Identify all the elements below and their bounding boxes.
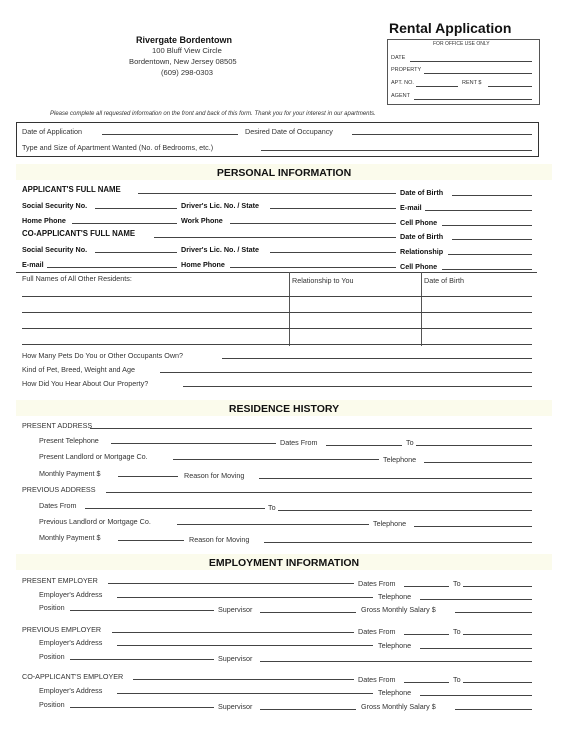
coapplicant-employer-telephone-label: Telephone	[378, 688, 412, 697]
present-employer-label: PRESENT EMPLOYER	[22, 576, 98, 585]
office-date-line[interactable]	[410, 61, 532, 62]
present-monthly-payment-line[interactable]	[118, 476, 178, 477]
present-dates-from-label: Dates From	[280, 438, 318, 447]
coapplicant-relationship-label: Relationship	[400, 247, 444, 256]
present-landlord-line[interactable]	[173, 459, 379, 460]
present-salary-label: Gross Monthly Salary $	[361, 605, 436, 614]
previous-dates-from-label: Dates From	[39, 501, 77, 510]
pets-label: How Many Pets Do You or Other Occupants Own?	[22, 351, 183, 360]
coapplicant-position-label: Position	[39, 700, 65, 709]
apartment-type-line[interactable]	[261, 150, 532, 151]
present-employer-dates-from-line[interactable]	[404, 586, 449, 587]
coapplicant-employer-address-label: Employer's Address	[39, 686, 103, 695]
present-address-line[interactable]	[90, 428, 532, 429]
present-reason-label: Reason for Moving	[184, 471, 245, 480]
present-supervisor-label: Supervisor	[218, 605, 253, 614]
residents-divider-1	[289, 272, 290, 346]
present-monthly-payment-label: Monthly Payment $	[39, 469, 101, 478]
previous-employer-address-label: Employer's Address	[39, 638, 103, 647]
coapplicant-supervisor-label: Supervisor	[218, 702, 253, 711]
previous-position-label: Position	[39, 652, 65, 661]
resident-dob-label: Date of Birth	[424, 276, 464, 285]
applicant-home-phone-label: Home Phone	[22, 216, 66, 225]
present-employer-telephone-line[interactable]	[420, 599, 532, 600]
applicant-work-phone-label: Work Phone	[181, 216, 223, 225]
desired-occupancy-label: Desired Date of Occupancy	[245, 127, 333, 136]
pets-line[interactable]	[222, 358, 532, 359]
present-dates-to-label: To	[406, 438, 414, 447]
previous-employer-to-label: To	[453, 627, 461, 636]
office-apt-line[interactable]	[416, 86, 458, 87]
coapplicant-supervisor-line[interactable]	[260, 709, 356, 710]
coapplicant-dl-line[interactable]	[270, 252, 396, 253]
applicant-name-label: APPLICANT'S FULL NAME	[22, 185, 121, 194]
previous-reason-label: Reason for Moving	[189, 535, 250, 544]
coapplicant-ssn-label: Social Security No.	[22, 245, 88, 254]
resident-row-4[interactable]	[22, 344, 532, 345]
coapplicant-email-label: E-mail	[22, 260, 44, 269]
office-property-line[interactable]	[424, 73, 532, 74]
previous-employer-telephone-line[interactable]	[420, 648, 532, 649]
applicant-cell-phone-label: Cell Phone	[400, 218, 438, 227]
applicant-work-phone-line[interactable]	[230, 223, 396, 224]
personal-information-title: PERSONAL INFORMATION	[216, 167, 352, 179]
previous-landlord-line[interactable]	[177, 524, 369, 525]
applicant-name-line[interactable]	[138, 193, 396, 194]
applicant-home-phone-line[interactable]	[72, 223, 177, 224]
office-property-label: PROPERTY	[391, 67, 422, 73]
present-landlord-telephone-label: Telephone	[383, 455, 417, 464]
previous-employer-dates-from-label: Dates From	[358, 627, 396, 636]
applicant-email-line[interactable]	[425, 210, 532, 211]
previous-dates-from-line[interactable]	[85, 508, 265, 509]
previous-monthly-payment-line[interactable]	[118, 540, 184, 541]
company-name: Rivergate Bordentown	[136, 35, 233, 45]
present-position-label: Position	[39, 603, 65, 612]
present-telephone-label: Present Telephone	[39, 436, 99, 445]
previous-supervisor-line[interactable]	[260, 661, 532, 662]
coapplicant-dl-label: Driver's Lic. No. / State	[181, 245, 260, 254]
previous-employer-address-line[interactable]	[117, 645, 373, 646]
present-dates-from-line[interactable]	[326, 445, 402, 446]
apartment-type-label: Type and Size of Apartment Wanted (No. of Bedrooms, etc.)	[22, 143, 214, 152]
previous-monthly-payment-label: Monthly Payment $	[39, 533, 101, 542]
applicant-dl-label: Driver's Lic. No. / State	[181, 201, 260, 210]
previous-reason-line[interactable]	[264, 542, 532, 543]
coapplicant-name-label: CO-APPLICANT'S FULL NAME	[22, 229, 136, 238]
coapplicant-cell-phone-label: Cell Phone	[400, 262, 438, 271]
previous-employer-line[interactable]	[112, 632, 354, 633]
coapplicant-employer-label: CO-APPLICANT'S EMPLOYER	[22, 672, 124, 681]
residence-history-title: RESIDENCE HISTORY	[228, 403, 340, 415]
previous-address-line[interactable]	[106, 492, 532, 493]
present-supervisor-line[interactable]	[260, 612, 356, 613]
residents-top-border	[16, 272, 537, 273]
office-agent-line[interactable]	[414, 99, 532, 100]
coapplicant-home-phone-label: Home Phone	[181, 260, 225, 269]
applicant-ssn-line[interactable]	[95, 208, 177, 209]
present-employer-address-line[interactable]	[117, 597, 373, 598]
coapplicant-dates-from-label: Dates From	[358, 675, 396, 684]
present-salary-line[interactable]	[455, 612, 532, 613]
company-address-line1: 100 Bluff View Circle	[152, 46, 222, 55]
relationship-to-you-label: Relationship to You	[292, 276, 354, 285]
hear-about-line[interactable]	[183, 386, 532, 387]
coapplicant-email-line[interactable]	[47, 267, 177, 268]
coapplicant-dates-from-line[interactable]	[404, 682, 449, 683]
company-address-line2: Bordentown, New Jersey 08505	[129, 57, 237, 66]
desired-occupancy-line[interactable]	[352, 134, 532, 135]
resident-row-3[interactable]	[22, 328, 532, 329]
present-employer-to-label: To	[453, 579, 461, 588]
office-rent-line[interactable]	[488, 86, 532, 87]
coapplicant-salary-line[interactable]	[455, 709, 532, 710]
form-title: Rental Application	[389, 20, 512, 36]
previous-supervisor-label: Supervisor	[218, 654, 253, 663]
previous-employer-dates-from-line[interactable]	[404, 634, 449, 635]
instructions-text: Please complete all requested information on the front and back of this form. Thank you for your interest in our apartments.	[50, 111, 376, 117]
previous-landlord-telephone-line[interactable]	[414, 526, 532, 527]
previous-landlord-telephone-label: Telephone	[373, 519, 407, 528]
company-phone: (609) 298-0303	[161, 68, 213, 77]
coapplicant-position-line[interactable]	[70, 707, 214, 708]
coapplicant-relationship-line[interactable]	[448, 254, 532, 255]
coapplicant-employer-telephone-line[interactable]	[420, 695, 532, 696]
office-apt-label: APT. NO.	[391, 80, 414, 86]
present-employer-dates-from-label: Dates From	[358, 579, 396, 588]
personal-information-header	[16, 164, 552, 180]
coapplicant-cell-phone-line[interactable]	[442, 269, 532, 270]
pet-kind-label: Kind of Pet, Breed, Weight and Age	[22, 365, 135, 374]
present-position-line[interactable]	[70, 610, 214, 611]
coapplicant-dob-line[interactable]	[452, 239, 532, 240]
present-employer-telephone-label: Telephone	[378, 592, 412, 601]
applicant-ssn-label: Social Security No.	[22, 201, 88, 210]
applicant-dl-line[interactable]	[270, 208, 396, 209]
employment-information-header	[16, 554, 552, 570]
hear-about-label: How Did You Hear About Our Property?	[22, 379, 149, 388]
present-address-label: PRESENT ADDRESS	[22, 421, 93, 430]
previous-dates-to-line[interactable]	[278, 510, 532, 511]
office-date-label: DATE	[391, 55, 406, 61]
present-landlord-label: Present Landlord or Mortgage Co.	[39, 452, 148, 461]
previous-employer-to-line[interactable]	[463, 634, 532, 635]
coapplicant-ssn-line[interactable]	[95, 252, 177, 253]
office-use-heading: FOR OFFICE USE ONLY	[433, 41, 490, 47]
coapplicant-to-line[interactable]	[463, 682, 532, 683]
applicant-dob-label: Date of Birth	[400, 188, 444, 197]
previous-landlord-label: Previous Landlord or Mortgage Co.	[39, 517, 151, 526]
present-employer-address-label: Employer's Address	[39, 590, 103, 599]
pet-kind-line[interactable]	[160, 372, 532, 373]
coapplicant-salary-label: Gross Monthly Salary $	[361, 702, 436, 711]
coapplicant-home-phone-line[interactable]	[230, 267, 396, 268]
present-employer-line[interactable]	[108, 583, 354, 584]
other-residents-label: Full Names of All Other Residents:	[22, 274, 132, 283]
residence-history-header	[16, 400, 552, 416]
coapplicant-name-line[interactable]	[154, 237, 396, 238]
previous-address-label: PREVIOUS ADDRESS	[22, 485, 96, 494]
present-telephone-line[interactable]	[111, 443, 276, 444]
previous-employer-label: PREVIOUS EMPLOYER	[22, 625, 102, 634]
coapplicant-employer-line[interactable]	[133, 679, 354, 680]
office-rent-label: RENT $	[462, 80, 482, 86]
coapplicant-dob-label: Date of Birth	[400, 232, 444, 241]
office-agent-label: AGENT	[391, 93, 410, 99]
applicant-dob-line[interactable]	[452, 195, 532, 196]
previous-position-line[interactable]	[70, 659, 214, 660]
resident-row-2[interactable]	[22, 312, 532, 313]
date-of-application-line[interactable]	[102, 134, 238, 135]
present-dates-to-line[interactable]	[416, 445, 532, 446]
applicant-cell-phone-line[interactable]	[442, 225, 532, 226]
present-reason-line[interactable]	[259, 478, 532, 479]
previous-dates-to-label: To	[268, 503, 276, 512]
applicant-email-label: E-mail	[400, 203, 422, 212]
coapplicant-to-label: To	[453, 675, 461, 684]
present-landlord-telephone-line[interactable]	[424, 462, 532, 463]
coapplicant-employer-address-line[interactable]	[117, 693, 373, 694]
present-employer-to-line[interactable]	[463, 586, 532, 587]
residents-divider-2	[421, 272, 422, 346]
resident-row-1[interactable]	[22, 296, 532, 297]
date-of-application-label: Date of Application	[22, 127, 82, 136]
employment-information-title: EMPLOYMENT INFORMATION	[208, 557, 360, 569]
previous-employer-telephone-label: Telephone	[378, 641, 412, 650]
